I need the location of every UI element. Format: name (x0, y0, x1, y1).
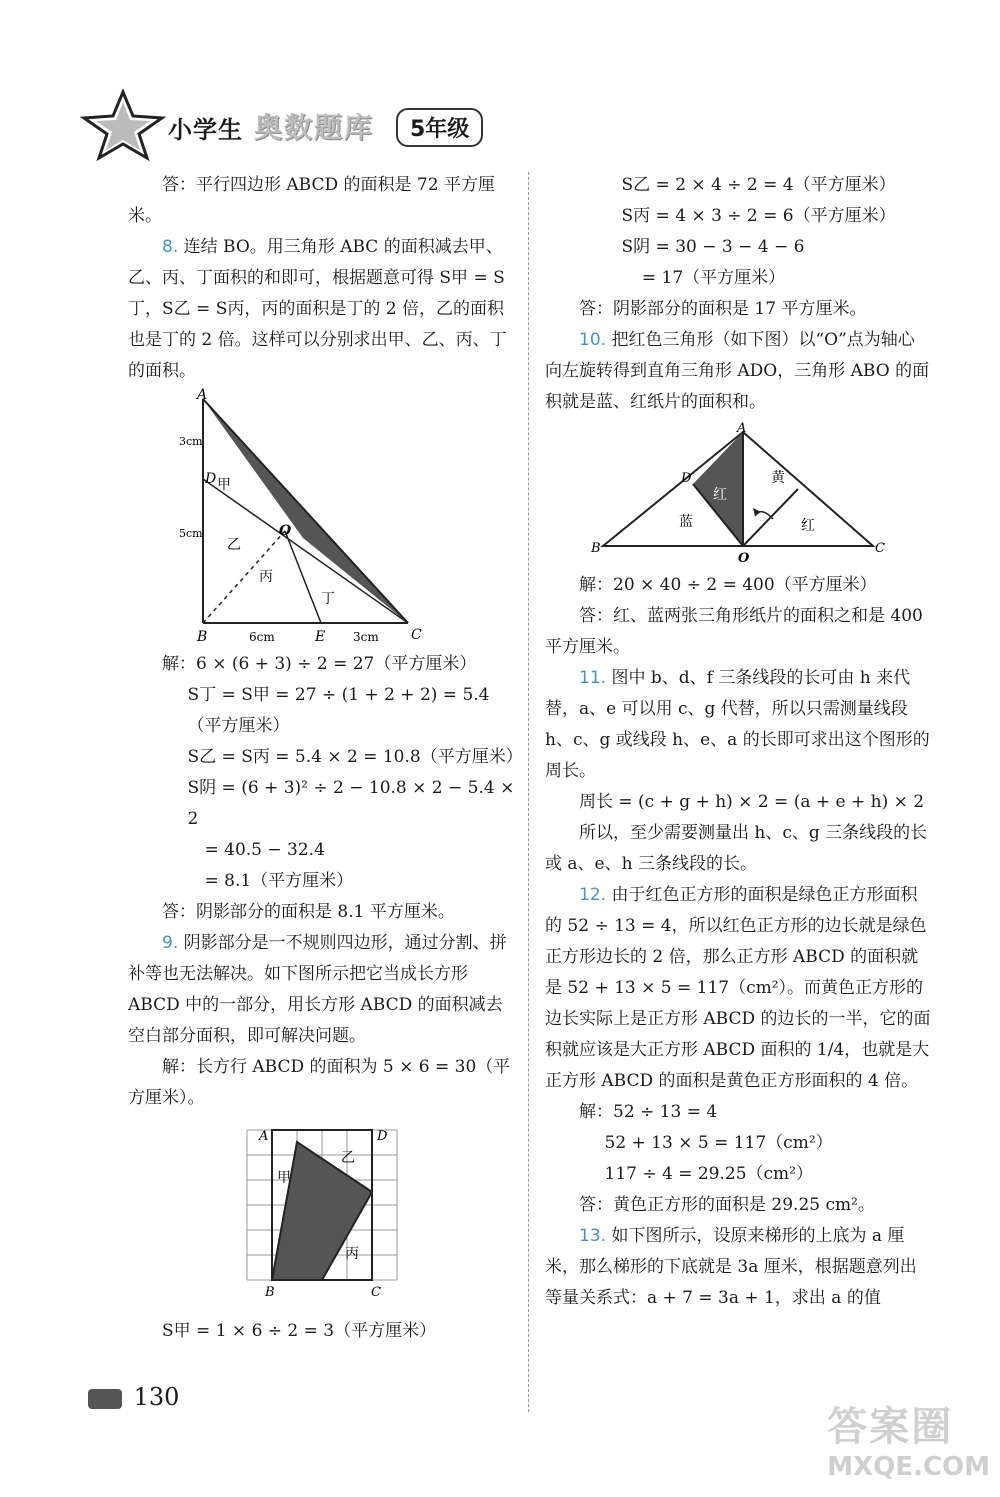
problem-11 (545, 663, 931, 787)
solution-8-line-1: 解：6 × (6 + 3) ÷ 2 = 27（平方厘米） (162, 654, 477, 674)
formula-11: 周长 = (c + g + h) × 2 = (a + e + h) × 2 (579, 792, 925, 812)
solution-8-line-2: S丁 = S甲 = 27 ÷ (1 + 2 + 2) = 5.4（平方厘米） (187, 685, 490, 736)
solution-9-line-2: S甲 = 1 × 6 ÷ 2 = 3（平方厘米） (162, 1321, 437, 1341)
problem-8 (128, 232, 518, 387)
solution-10: 解：20 × 40 ÷ 2 = 400（平方厘米） (579, 575, 877, 595)
watermark (827, 1395, 990, 1482)
star-logo-icon (78, 88, 168, 158)
figure-paper-triangles (591, 421, 885, 566)
answer-7: 答：平行四边形 ABCD 的面积是 72 平方厘米。 (128, 175, 495, 226)
solution-8-line-4: S阴 = (6 + 3)² ÷ 2 − 10.8 × 2 − 5.4 × 2 (187, 778, 515, 829)
solution-12-line-2: 52 + 13 × 5 = 117（cm²） (604, 1133, 833, 1153)
fig1-label-a: A (197, 387, 208, 403)
problem-9-number: 9. (162, 933, 179, 953)
left-column (128, 170, 523, 1347)
fig2-label-b: B (265, 1285, 275, 1300)
solution-9-line-3: S乙 = 2 × 4 ÷ 2 = 4（平方厘米） (621, 175, 896, 195)
fig3-label-o: O (738, 551, 750, 566)
fig1-length-6cm: 6cm (249, 630, 275, 644)
fig1-region-ding: 丁 (321, 591, 335, 607)
figure-grid-rectangle (233, 1120, 413, 1310)
solution-9-line-6: = 17（平方厘米） (641, 268, 786, 288)
problem-9 (128, 928, 518, 1052)
problem-9-text: 阴影部分是一不规则四边形，通过分割、拼补等也无法解决。如下图所示把它当成长方形 ABCD 中的一部分，用长方形 ABCD 的面积减去空白部分面积，即可解决问题。 (128, 933, 507, 1046)
problem-8-text: 连结 BO。用三角形 ABC 的面积减去甲、乙、丙、丁面积的和即可，根据题意可得 S甲 = S丁，S乙 = S丙，丙的面积是丁的 2 倍，乙的面积也是丁的 2 倍。这样可以分别求出甲、乙、丙、丁的面积。 (128, 237, 507, 381)
book-subtitle: 奥数题库 (254, 111, 375, 144)
fig3-region-blue: 蓝 (679, 514, 693, 530)
fig1-label-b: B (197, 629, 208, 645)
fig2-region-yi: 乙 (341, 1150, 355, 1166)
solution-9-line-4: S丙 = 4 × 3 ÷ 2 = 6（平方厘米） (621, 206, 896, 226)
fig1-length-3cm-side: 3cm (179, 435, 203, 448)
problem-10-text: 把红色三角形（如下图）以“O”点为轴心向左旋转得到直角三角形 ADO，三角形 ABO 的面积就是蓝、红纸片的面积和。 (545, 330, 930, 412)
fig1-length-5cm: 5cm (179, 527, 203, 540)
fig2-label-d: D (377, 1129, 388, 1144)
fig2-region-jia: 甲 (277, 1170, 291, 1186)
fig1-length-3cm-base: 3cm (353, 630, 379, 644)
problem-11-number: 11. (579, 668, 607, 688)
problem-13-number: 13. (579, 1226, 607, 1246)
fig1-label-c: C (411, 627, 422, 643)
page-tab-icon (88, 1389, 122, 1409)
problem-13 (545, 1221, 931, 1314)
fig1-region-yi: 乙 (227, 537, 241, 553)
problem-10-number: 10. (579, 330, 607, 350)
book-header (78, 88, 498, 158)
fig2-region-bing: 丙 (345, 1246, 359, 1262)
fig3-label-d: D (681, 471, 692, 486)
page-footer (88, 1383, 179, 1411)
watermark-url: MXQE.COM (827, 1452, 990, 1482)
solution-8-line-3: S乙 = S丙 = 5.4 × 2 = 10.8（平方厘米） (187, 747, 523, 767)
answer-10: 答：红、蓝两张三角形纸片的面积之和是 400 平方厘米。 (545, 606, 923, 657)
solution-8-line-5: = 40.5 − 32.4 (204, 840, 325, 860)
fig3-label-b: B (591, 541, 601, 556)
solution-8-line-6: = 8.1（平方厘米） (204, 871, 354, 891)
fig1-label-d: D (205, 471, 217, 487)
column-divider (528, 172, 529, 1412)
grade-badge: 5年级 (396, 108, 483, 147)
problem-8-number: 8. (162, 237, 179, 257)
problem-12 (545, 880, 931, 1097)
fig3-label-a: A (737, 421, 747, 436)
fig2-label-c: C (371, 1285, 381, 1300)
watermark-text: 答案圈 (827, 1404, 954, 1450)
fig1-label-o: O (279, 523, 292, 539)
solution-9-line-5: S阴 = 30 − 3 − 4 − 6 (621, 237, 805, 257)
solution-12-line-1: 解：52 ÷ 13 = 4 (579, 1102, 718, 1122)
book-title: 小学生 (168, 116, 243, 144)
figure-triangle-abc (179, 387, 453, 645)
problem-12-number: 12. (579, 885, 607, 905)
fig3-region-yellow: 黄 (771, 470, 785, 486)
page-number: 130 (133, 1383, 180, 1411)
fig1-region-jia: 甲 (217, 477, 231, 493)
fig2-label-a: A (259, 1129, 269, 1144)
fig3-region-red-2: 红 (801, 518, 815, 534)
fig3-label-c: C (875, 541, 885, 556)
problem-10 (545, 325, 931, 418)
conclusion-11: 所以，至少需要测量出 h、c、g 三条线段的长或 a、e、h 三条线段的长。 (545, 823, 928, 874)
solution-12-line-3: 117 ÷ 4 = 29.25（cm²） (604, 1164, 813, 1184)
problem-11-text: 图中 b、d、f 三条线段的长可由 h 来代替，a、e 可以用 c、g 代替，所以只需测量线段 h、c、g 或线段 h、e、a 的长即可求出这个图形的周长。 (545, 668, 930, 781)
problem-13-text: 如下图所示，设原来梯形的上底为 a 厘米，那么梯形的下底就是 3a 厘米，根据题意列出等量关系式：a + 7 = 3a + 1，求出 a 的值 (545, 1226, 917, 1308)
fig1-region-bing: 丙 (259, 569, 273, 585)
problem-12-text: 由于红色正方形的面积是绿色正方形面积的 52 ÷ 13 = 4，所以红色正方形的边长就是绿色正方形边长的 2 倍，那么正方形 ABCD 的面积就是 52 + 13 × 5 = 117（cm²）。而黄色正方形的边长实际上是正方形 ABCD 的边长的一半，它的面积就应该是大正方形 ABCD 面积的 1/4，也就是大正方形 ABCD 的面积是黄色正方形面积的 4 倍。 (545, 885, 931, 1091)
right-column (545, 170, 931, 1314)
answer-9: 答：阴影部分的面积是 17 平方厘米。 (579, 299, 867, 319)
solution-9-line-1: 解：长方行 ABCD 的面积为 5 × 6 = 30（平方厘米）。 (128, 1057, 511, 1108)
answer-8: 答：阴影部分的面积是 8.1 平方厘米。 (162, 902, 455, 922)
answer-12: 答：黄色正方形的面积是 29.25 cm²。 (579, 1195, 875, 1215)
fig3-region-red-1: 红 (713, 487, 727, 503)
fig1-label-e: E (315, 629, 326, 645)
